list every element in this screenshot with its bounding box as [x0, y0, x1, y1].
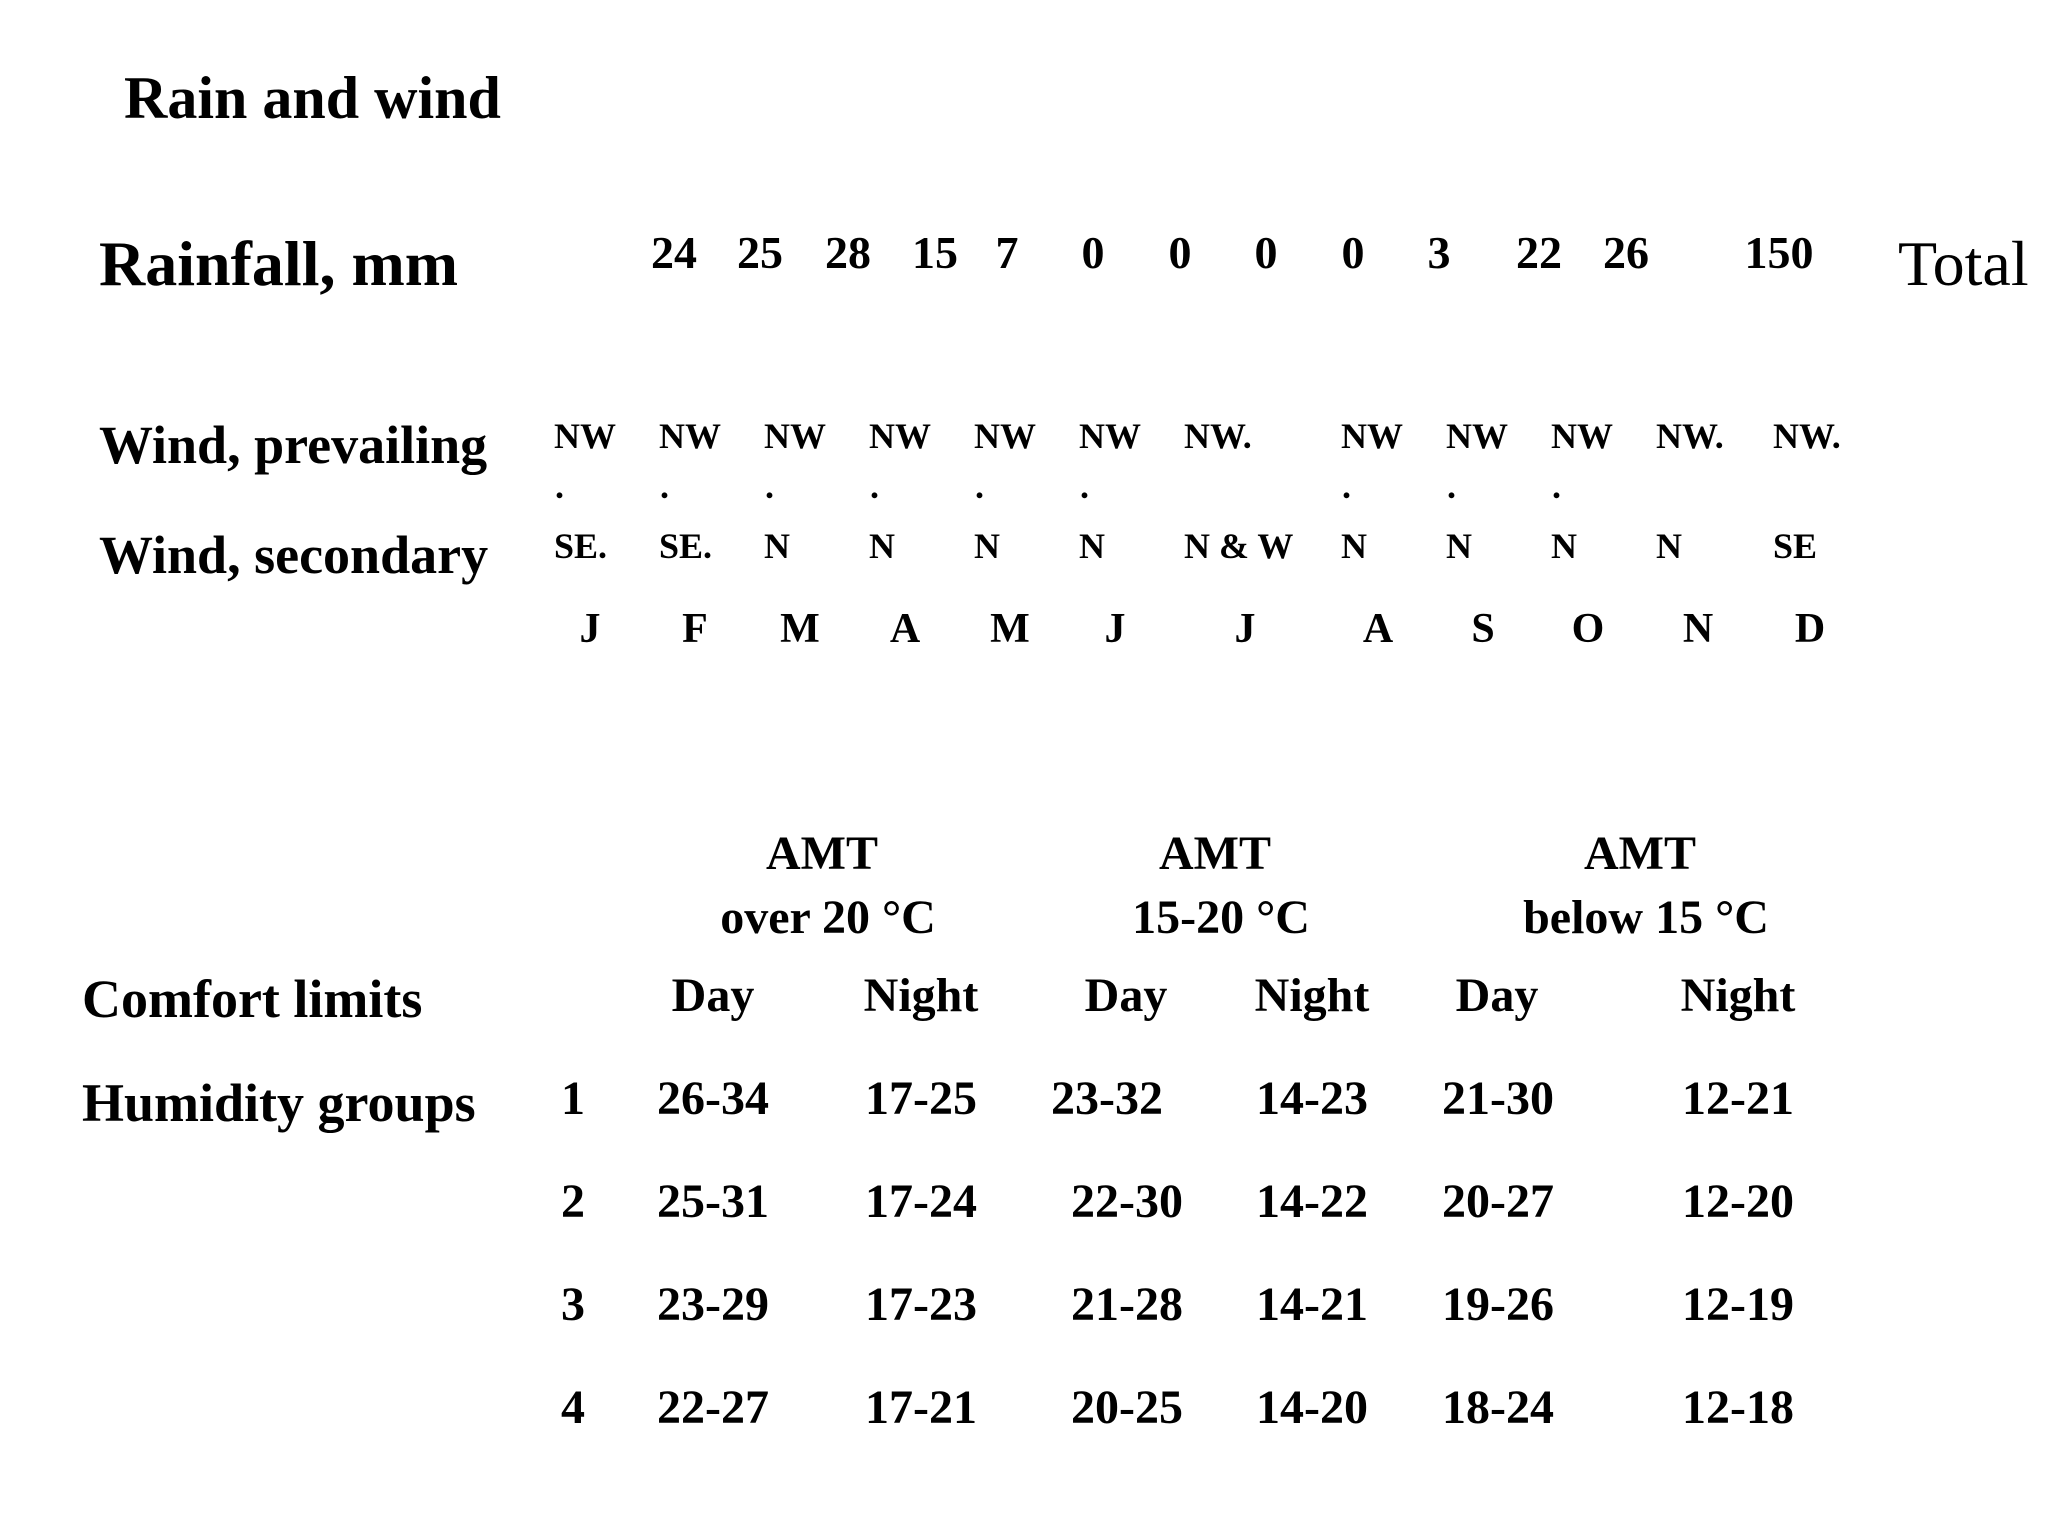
rainfall-value-nov: 22 — [1516, 227, 1562, 278]
table-cell: 17-21 — [865, 1381, 977, 1434]
table-cell: 26-34 — [657, 1072, 769, 1125]
wind-prevailing-mar: NW — [764, 416, 826, 456]
wind-prevailing-nov: NW. — [1656, 416, 1724, 456]
wind-dot: . — [1447, 466, 1456, 506]
month-may: M — [990, 606, 1030, 652]
rainfall-value-jun: 0 — [1081, 227, 1105, 278]
month-feb: F — [682, 606, 708, 652]
wind-secondary-dec: SE — [1773, 526, 1818, 566]
month-aug: A — [1362, 606, 1394, 652]
humidity-group-number: 4 — [561, 1381, 585, 1434]
table-cell: 17-25 — [865, 1072, 977, 1125]
table-cell: 14-20 — [1256, 1381, 1368, 1434]
table-cell: 12-19 — [1682, 1278, 1794, 1331]
rainfall-value-apr: 15 — [912, 227, 958, 278]
rainfall-value-aug: 0 — [1254, 227, 1278, 278]
wind-prevailing-jan: NW — [554, 416, 616, 456]
month-nov: N — [1682, 606, 1714, 652]
table-cell: 22-30 — [1071, 1175, 1183, 1228]
wind-secondary-apr: N — [869, 526, 895, 566]
rainfall-total-value: 150 — [1744, 227, 1814, 278]
wind-secondary-sep: N — [1446, 526, 1472, 566]
month-dec: D — [1794, 606, 1826, 652]
humidity-group-number: 1 — [561, 1072, 585, 1125]
rainfall-value-oct: 3 — [1427, 227, 1451, 278]
table-cell: 14-21 — [1256, 1278, 1368, 1331]
wind-prevailing-label: Wind, prevailing — [99, 415, 488, 475]
table-cell: 17-24 — [865, 1175, 977, 1228]
wind-secondary-aug: N — [1341, 526, 1367, 566]
page-title: Rain and wind — [124, 65, 501, 131]
rainfall-value-feb: 25 — [737, 227, 783, 278]
wind-dot: . — [1080, 466, 1089, 506]
wind-secondary-mar: N — [764, 526, 790, 566]
rainfall-label: Rainfall, mm — [99, 228, 459, 299]
table-cell: 20-25 — [1071, 1381, 1183, 1434]
table-cell: 18-24 — [1442, 1381, 1554, 1434]
wind-prevailing-apr: NW — [869, 416, 931, 456]
wind-secondary-jan: SE. — [554, 526, 608, 566]
day-header-2: Day — [1084, 969, 1168, 1022]
month-apr: A — [889, 606, 921, 652]
table-cell: 20-27 — [1442, 1175, 1554, 1228]
rainfall-total-label: Total — [1898, 228, 2029, 299]
wind-secondary-oct: N — [1551, 526, 1577, 566]
table-cell: 14-23 — [1256, 1072, 1368, 1125]
table-cell: 17-23 — [865, 1278, 977, 1331]
table-cell: 12-20 — [1682, 1175, 1794, 1228]
wind-secondary-feb: SE. — [659, 526, 713, 566]
table-cell: 19-26 — [1442, 1278, 1554, 1331]
wind-prevailing-feb: NW — [659, 416, 721, 456]
humidity-group-number: 2 — [561, 1175, 585, 1228]
day-header-1: Day — [671, 969, 755, 1022]
month-jun: J — [1104, 606, 1126, 652]
wind-prevailing-oct: NW — [1551, 416, 1613, 456]
rainfall-value-mar: 28 — [825, 227, 871, 278]
humidity-groups-label: Humidity groups — [82, 1073, 476, 1133]
month-jan: J — [579, 606, 601, 652]
comfort-limits-label: Comfort limits — [82, 969, 423, 1029]
wind-dot: . — [975, 466, 984, 506]
rainfall-value-jan: 24 — [651, 227, 697, 278]
wind-secondary-may: N — [974, 526, 1000, 566]
rainfall-value-jul: 0 — [1168, 227, 1192, 278]
night-header-3: Night — [1680, 969, 1796, 1022]
wind-dot: . — [660, 466, 669, 506]
wind-secondary-label: Wind, secondary — [99, 525, 489, 585]
amt-group-2-line1: AMT — [1159, 827, 1271, 880]
amt-group-3-line2: below 15 °C — [1523, 891, 1769, 944]
wind-dot: . — [765, 466, 774, 506]
day-header-3: Day — [1455, 969, 1539, 1022]
table-cell: 22-27 — [657, 1381, 769, 1434]
wind-secondary-nov: N — [1656, 526, 1682, 566]
wind-prevailing-may: NW — [974, 416, 1036, 456]
month-sep: S — [1471, 606, 1495, 652]
table-cell: 21-28 — [1071, 1278, 1183, 1331]
table-cell: 25-31 — [657, 1175, 769, 1228]
table-cell: 23-32 — [1051, 1072, 1163, 1125]
wind-prevailing-jul: NW. — [1184, 416, 1252, 456]
wind-prevailing-dec: NW. — [1773, 416, 1841, 456]
wind-secondary-jun: N — [1079, 526, 1105, 566]
amt-group-1-line2: over 20 °C — [720, 891, 936, 944]
amt-group-2-line2: 15-20 °C — [1132, 891, 1310, 944]
table-cell: 23-29 — [657, 1278, 769, 1331]
night-header-2: Night — [1254, 969, 1370, 1022]
night-header-1: Night — [863, 969, 979, 1022]
wind-prevailing-aug: NW — [1341, 416, 1403, 456]
amt-group-3-line1: AMT — [1584, 827, 1696, 880]
month-mar: M — [780, 606, 820, 652]
rainfall-value-dec: 26 — [1603, 227, 1649, 278]
rainfall-value-sep: 0 — [1341, 227, 1365, 278]
wind-dot: . — [555, 466, 564, 506]
rainfall-value-may: 7 — [995, 227, 1019, 278]
table-cell: 21-30 — [1442, 1072, 1554, 1125]
amt-group-1-line1: AMT — [766, 827, 878, 880]
wind-dot: . — [870, 466, 879, 506]
wind-prevailing-jun: NW — [1079, 416, 1141, 456]
wind-dot: . — [1342, 466, 1351, 506]
wind-secondary-jul: N & W — [1184, 526, 1294, 566]
wind-dot: . — [1552, 466, 1561, 506]
wind-prevailing-sep: NW — [1446, 416, 1508, 456]
table-cell: 14-22 — [1256, 1175, 1368, 1228]
humidity-group-number: 3 — [561, 1278, 585, 1331]
table-cell: 12-18 — [1682, 1381, 1794, 1434]
month-jul: J — [1234, 606, 1256, 652]
table-cell: 12-21 — [1682, 1072, 1794, 1125]
month-oct: O — [1571, 606, 1605, 652]
